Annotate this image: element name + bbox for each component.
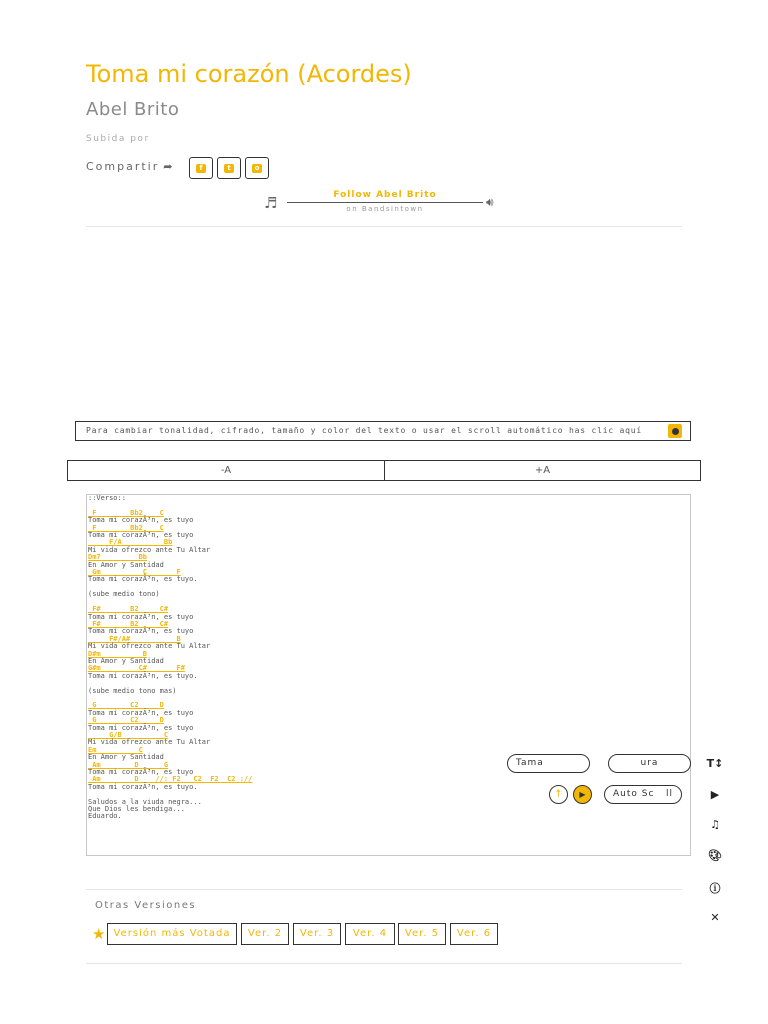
lyric-line: En Amor y Santidad [88,560,164,569]
settings-prompt-bar[interactable] [75,421,691,441]
music-note-icon: ♬ [264,194,278,212]
version-5-button[interactable]: Ver. 5 [398,923,446,945]
arrow-up-icon: ↑ [554,789,563,800]
chord-line: Am D //: F2 C2 F2 C2 :// [88,775,253,784]
lyric-line: En Amor y Santidad [88,656,164,665]
version-2-button[interactable]: Ver. 2 [241,923,289,945]
lyric-line: Mi vida ofrezco ante Tu Altar [88,642,211,651]
color-control-label: ura [640,758,659,768]
lyric-line: En Amor y Santidad [88,753,164,762]
increase-font-button[interactable]: +A [384,460,701,481]
lyric-line: Toma mi corazÃ³n, es tuyo. [88,575,198,584]
follow-subtitle: on Bandsintown [346,205,424,213]
divider [86,963,682,964]
chord-line: D#m B [88,649,148,658]
lyric-line: Toma mi corazÃ³n, es tuyo [88,723,194,732]
version-3-button[interactable]: Ver. 3 [293,923,341,945]
divider [86,889,682,890]
uploaded-by-label: Subida por [86,134,150,144]
chord-line: G#m C# F# [88,664,185,673]
lyric-line: Saludos a la viuda negra... [88,797,202,806]
lyric-line: ::Verso:: [88,494,126,502]
facebook-button[interactable] [189,157,213,179]
artist-name[interactable]: Abel Brito [86,99,180,120]
text-size-icon[interactable]: T↕ [706,757,724,770]
chord-sheet [86,494,691,856]
chord-line: F#/A# B [88,634,181,643]
play-scroll-button[interactable] [573,785,592,804]
chord-line: F Bb2 C [88,508,164,517]
play-icon[interactable]: ▶ [710,788,720,801]
lyric-line: Toma mi corazÃ³n, es tuyo. [88,782,198,791]
share-label: Compartir [86,160,160,173]
lyric-line: Eduardo. [88,812,122,821]
chord-line: F/A Bb [88,538,173,547]
twitter-icon: t [224,164,234,173]
close-icon[interactable]: ✕ [710,911,720,924]
chord-lyrics [87,495,690,821]
follow-artist-link[interactable]: Follow Abel Brito [333,190,437,200]
lyric-line: Toma mi corazÃ³n, es tuyo [88,612,194,621]
version-4-button[interactable]: Ver. 4 [345,923,395,945]
lyric-line: (sube medio tono) [88,590,160,599]
lyric-line: Que Dios les bendiga... [88,805,185,814]
chord-line: G C2 D [88,716,164,725]
speaker-icon[interactable]: 🔊︎ [486,195,494,209]
decrease-font-button[interactable]: -A [67,460,385,481]
scroll-up-button[interactable] [549,785,568,804]
lyric-line: Toma mi corazÃ³n, es tuyo [88,708,194,717]
chord-line: Am D G [88,760,169,769]
facebook-icon: f [196,164,206,173]
twitter-button[interactable] [217,157,241,179]
palette-icon[interactable]: 🎨︎ [708,849,722,862]
chord-line: F# B2 C# [88,605,169,614]
info-icon[interactable]: ⓘ [709,882,721,895]
chord-line: Gm C F [88,568,181,577]
chord-line: Dm7 Bb [88,553,148,562]
autoscroll-control[interactable] [604,785,682,804]
color-control[interactable] [608,754,691,773]
lyric-line: Toma mi corazÃ³n, es tuyo [88,531,194,540]
music-note-icon[interactable]: ♫ [710,818,720,831]
divider [86,226,682,227]
lyric-line: Toma mi corazÃ³n, es tuyo [88,516,194,525]
song-title: Toma mi corazón (Acordes) [86,60,412,88]
lyric-line: Mi vida ofrezco ante Tu Altar [88,545,211,554]
chord-line: G/B C [88,731,169,739]
chord-line: Em C [88,745,143,754]
lyric-line: Mi vida ofrezco ante Tu Altar [88,738,211,747]
share-arrow-icon: ➦ [163,160,175,173]
lyric-line: (sube medio tono mas) [88,686,177,695]
share-link[interactable] [86,160,174,173]
other-versions-label: Otras Versiones [95,900,197,911]
lyric-line: Toma mi corazÃ³n, es tuyo [88,627,194,636]
settings-prompt-text: Para cambiar tonalidad, cifrado, tamaño y color del texto o usar el scroll automático has clic aquí [86,426,643,435]
play-icon: ▶ [579,790,586,799]
settings-icon[interactable] [668,424,682,438]
chord-line: F# B2 C# [88,619,169,628]
chord-line: G C2 D [88,701,164,710]
follow-divider [287,202,483,203]
pause-icon: ll [665,789,673,799]
instagram-button[interactable] [245,157,269,179]
autoscroll-label: Auto Sc [613,789,655,799]
version-most-voted-button[interactable]: Versión más Votada [107,923,237,945]
instagram-icon: o [252,164,262,173]
star-icon: ★ [92,925,106,943]
lyric-line: Toma mi corazÃ³n, es tuyo. [88,671,198,680]
lyric-line: Toma mi corazÃ³n, es tuyo [88,768,194,777]
font-size-control-label: Tama [516,758,544,768]
font-size-control[interactable] [507,754,590,773]
chord-line: F Bb2 C [88,523,164,532]
version-6-button[interactable]: Ver. 6 [450,923,498,945]
